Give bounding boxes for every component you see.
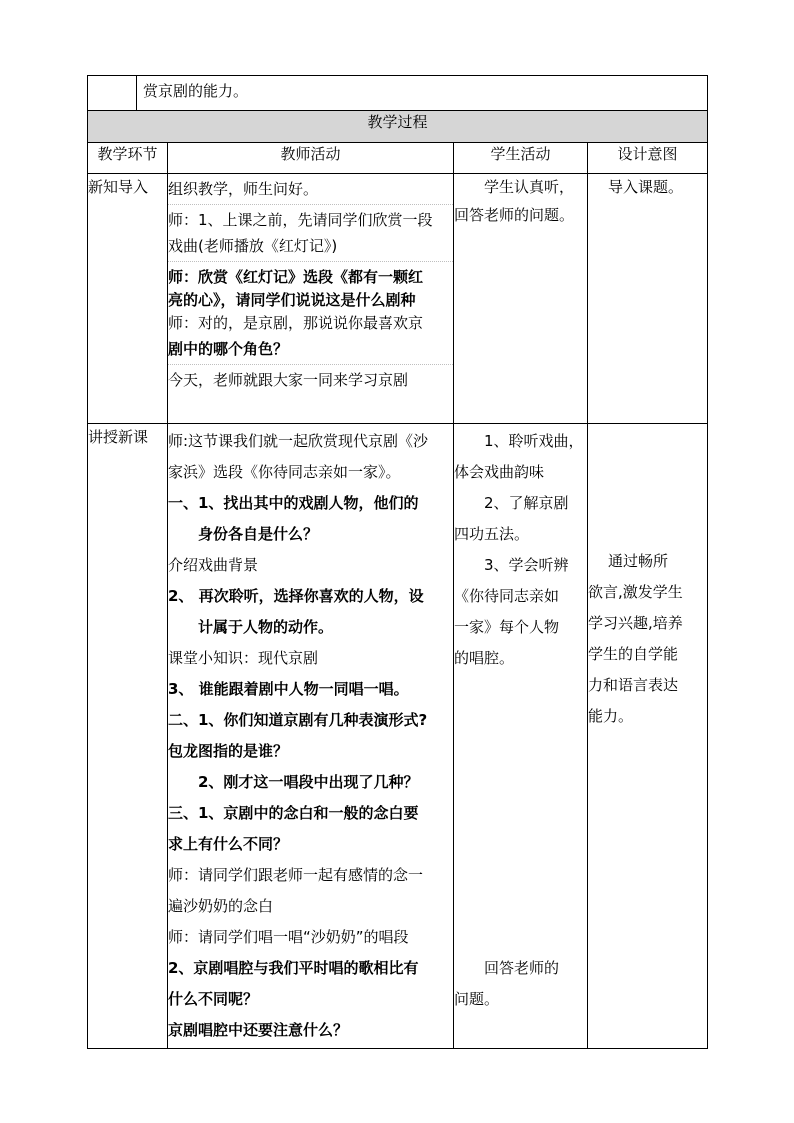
student-line: 四功五法。 [454,525,530,543]
teacher-line: 组织教学，师生问好。 [168,174,453,205]
student-line: 学生认真听， [484,178,575,196]
teacher-line: 介绍戏曲背景 [168,556,259,574]
teacher-line: 3、 谁能跟着剧中人物一同唱一唱。 [168,680,409,698]
objective-row [88,76,708,111]
teacher-line: 包龙图指的是谁？ [168,742,289,760]
process-header-row [88,111,708,143]
teacher-line: 二、1、你们知道京剧有几种表演形式? [168,711,428,729]
student-line: 1、聆听戏曲， [484,432,584,450]
student-line: 3、学会听辨 [484,556,569,574]
teacher-line: 今天，老师就跟大家一同来学习京剧 [168,371,409,389]
teacher-line: 2、京剧唱腔与我们平时唱的歌相比有 [168,959,419,977]
teacher-line: 京剧唱腔中还要注意什么？ [168,1021,349,1039]
student-line: 的唱腔。 [454,649,515,667]
student-line: 2、了解京剧 [484,494,569,512]
teacher-line: 课堂小知识：现代京剧 [168,649,319,667]
teacher-line: 师：对的，是京剧，那说说你最喜欢京 [168,314,424,332]
student-line: 体会戏曲韵味 [454,463,545,481]
process-header: 教学过程 [88,111,708,143]
stage-cell [88,424,168,1049]
teacher-activity-cell [168,424,454,1049]
design-line: 力和语言表达 [588,676,679,694]
student-activity-cell [454,174,588,424]
stage-label: 讲授新课 [88,428,149,446]
col-header-design: 设计意图 [588,143,708,174]
teacher-line: 遍沙奶奶的念白 [168,897,274,915]
teacher-line: 师：1、上课之前，先请同学们欣赏一段 [168,211,433,229]
blank-cell [88,76,137,111]
teacher-activity-cell [168,174,454,424]
col-header-stage: 教学环节 [88,143,168,174]
teacher-line: 身份各自是什么？ [198,525,319,543]
lesson-plan-table [87,75,708,1049]
teacher-line: 师:这节课我们就一起欣赏现代京剧《沙 [168,432,429,450]
design-line: 通过畅所 [608,552,669,570]
table-row [88,174,708,424]
teacher-line: 师：请同学们唱一唱“沙奶奶”的唱段 [168,928,409,946]
teacher-line: 师：请同学们跟老师一起有感情的念一 [168,866,424,884]
teacher-line: 师：欣赏《红灯记》选段《都有一颗红 [168,268,424,286]
design-line: 能力。 [588,707,634,725]
teacher-line: 2、 再次聆听，选择你喜欢的人物，设 [168,587,424,605]
student-activity-cell [454,424,588,1049]
student-line: 回答老师的问题。 [454,206,575,224]
teacher-line: 求上有什么不同？ [168,835,289,853]
teacher-line: 剧中的哪个角色？ [168,334,453,365]
student-line: 回答老师的 [484,959,560,977]
stage-label: 新知导入 [88,178,149,196]
student-line: 一家》每个人物 [454,618,560,636]
teacher-line: 亮的心》，请同学们说说这是什么剧种 [168,291,416,309]
design-line: 学习兴趣,培养 [588,614,683,632]
design-line: 欲言,激发学生 [588,583,683,601]
teacher-line: 计属于人物的动作。 [198,618,334,636]
table-row [88,424,708,1049]
design-intent-cell [588,174,708,424]
student-line: 《你待同志亲如 [454,587,560,605]
teacher-line: 什么不同呢？ [168,990,259,1008]
teacher-line: 三、1、京剧中的念白和一般的念白要 [168,804,419,822]
student-line: 问题。 [454,990,500,1008]
stage-cell [88,174,168,424]
objective-text: 赏京剧的能力。 [137,76,708,111]
teacher-line: 戏曲(老师播放《红灯记》) [168,231,453,262]
col-header-teacher: 教师活动 [168,143,454,174]
teacher-line: 家浜》选段《你待同志亲如一家》。 [168,463,401,481]
column-header-row [88,143,708,174]
teacher-line: 一、1、找出其中的戏剧人物，他们的 [168,494,419,512]
design-line: 导入课题。 [608,178,684,196]
design-intent-cell [588,424,708,1049]
teacher-line: 2、刚才这一唱段中出现了几种？ [198,773,419,791]
design-line: 学生的自学能 [588,645,679,663]
col-header-student: 学生活动 [454,143,588,174]
